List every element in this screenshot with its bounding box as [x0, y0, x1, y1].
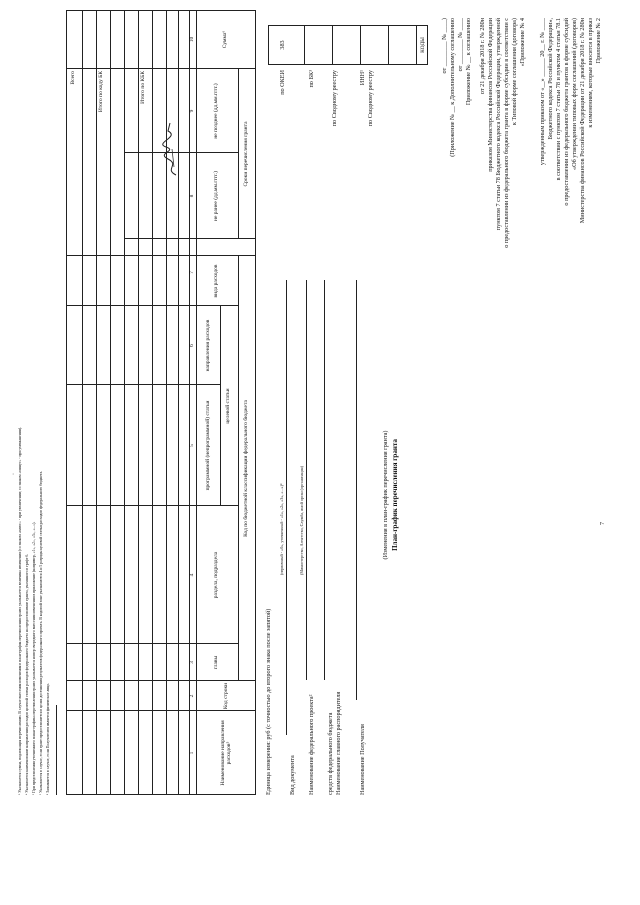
field-unit-okei: по ОКЕИ: [279, 70, 286, 95]
col-row-code: Код строки: [223, 682, 230, 710]
agreement-ref-line-3: (Приложение № __ к Дополнительному соглашению: [449, 18, 456, 157]
appendix4-line-4: пунктом 7 статьи 78 Бюджетного кодекса Российской Федерации, утвержденной: [495, 18, 502, 231]
field-grbs-registry: по Сводному реестру: [331, 70, 338, 127]
total-by-kbk-label: Итого по КБК: [140, 71, 146, 104]
appendix2-line-7: Бюджетного кодекса Российской Федерации»,: [547, 18, 554, 140]
field-unit-label: Единица измерения: руб (с точностью до второго знака после запятой): [265, 608, 272, 795]
footnote-1: ¹ Заполняется в случае, если Получателем является физическое лицо.: [46, 682, 50, 795]
appendix2-line-5: о предоставлении из федерального бюджета грантов в форме субсидий: [563, 18, 570, 206]
col-group-target: целевой статьи: [225, 388, 232, 424]
col-number-9: 9: [189, 109, 196, 113]
appendix2-line-8: утвержденным приказом от «__» ______ 20__ г. № ____: [539, 18, 546, 166]
agreement-ref-line-4: от ________ № ____): [441, 18, 448, 74]
col-glavy: главы: [213, 655, 220, 670]
col-sum: Сумма⁶: [222, 30, 229, 49]
appendix2-line-2: к изменениям, которые вносятся в приказ: [587, 18, 594, 128]
field-federal-project-note: (Министерство, Агентство, Служба, иной орган (организация): [299, 465, 304, 575]
col-number-5: 5: [189, 444, 196, 447]
field-recipient-label: Наименование Получателя: [359, 724, 366, 795]
appendix2-line-6: в соответствии с пунктом 7 статьи 78 и пунктом 4 статьи 78.1: [555, 18, 562, 181]
col-direction: направления расходов: [205, 319, 212, 372]
appendix2-line-1: Приложение № 2: [595, 18, 602, 64]
scan-mark: ·: [10, 472, 17, 475]
col-number-10: 10: [189, 36, 196, 43]
agreement-ref-line-2: от ________ № ____: [457, 18, 464, 72]
col-number-7: 7: [189, 271, 196, 274]
codes-header: КОДЫ: [420, 37, 426, 53]
okei-code: 383: [279, 40, 286, 50]
appendix4-line-3: о предоставлении из федерального бюджета гранта в форме субсидии в соответствии с: [503, 18, 510, 248]
total-by-bk-code-label: Итого по коду БК: [98, 71, 104, 113]
document-title: План-график перечисления гранта: [391, 439, 399, 551]
codes-box: [268, 25, 428, 65]
field-grbs-label-2: средств федерального бюджета: [327, 712, 334, 795]
col-number-8: 8: [189, 194, 196, 198]
field-recipient-registry: по Сводному реестру: [367, 70, 374, 127]
agreement-ref-line-1: Приложение № __ к соглашению: [465, 18, 472, 106]
appendix4-line-2: к Типовой форме соглашения (договора): [511, 18, 518, 126]
col-razdel: раздела, подраздела: [213, 551, 220, 599]
col-number-4: 4: [189, 573, 196, 577]
field-grbs-label: Наименование главного распорядителя: [335, 691, 342, 795]
col-number-1: 1: [189, 751, 196, 755]
appendix4-line-1: «Приложение № 4: [519, 18, 526, 67]
col-number-6: 6: [189, 344, 196, 347]
footnote-2: ² Указывается в случае, если грант предоставляется в целях достижения результатов федерального проекта. В кодовой зоне указываются 4 и 5 разряды целевой статьи расходов федерального бюджета.: [39, 470, 43, 795]
col-not-later: не позднее (дд.мм.гггг.): [213, 83, 220, 139]
col-number-2: 2: [189, 694, 196, 698]
col-direction-name: Наименование направления расходов⁵: [220, 720, 232, 786]
appendix4-line-6: от 21 декабря 2018 г. № 280н: [479, 18, 486, 95]
footnote-4: ⁴ Указывается наименование направления расходов целевой статьи расходов федерального бюджета на предоставление гранта, указанного в графе 6.: [25, 553, 29, 795]
col-program: программной (непрограммной) статьи: [205, 400, 212, 491]
col-number-3: 3: [189, 661, 196, 664]
col-vid: вида расходов: [213, 264, 220, 298]
footnote-5: ⁵ Указывается сумма, подлежащая перечислению. В случае внесения изменения в план-график перечисления гранта указывается величина изменения (со знаком «плюс» - при увеличении; со знаком «минус» - при уменьшении).: [18, 426, 22, 795]
grand-total-label: Всего: [70, 71, 76, 85]
appendix2-line-4: «Об утверждении типовых форм соглашений (договоров): [571, 18, 578, 170]
page-number: 7: [599, 521, 606, 525]
footnote-3: ³ При представлении уточненного плана-графика перечисления гранта указывается номер очередного внесения изменения в приложение (например, «1», «2», «3», «...»).: [32, 521, 36, 795]
document-subtitle: (Изменения в план-график перечисления гранта): [382, 430, 389, 560]
field-recipient-inn: ИНН¹: [359, 70, 366, 86]
appendix2-line-3: Министерства финансов Российской Федерации от 21 декабря 2018 г. № 280н: [579, 18, 586, 224]
field-doc-type-note: (первичный - «0», уточненный - «1», «2», «3», «...»)⁴: [279, 483, 284, 575]
field-federal-project-label: Наименование федерального проекта²: [308, 694, 315, 795]
col-group-bk: Код по бюджетной классификации федерального бюджета: [243, 400, 250, 537]
col-group-terms: Сроки перечисления гранта: [243, 121, 250, 187]
field-doc-type-label: Вид документа: [289, 755, 296, 795]
col-not-earlier: не ранее (дд.мм.гггг.): [213, 171, 220, 221]
appendix4-line-5: приказом Министерства финансов Российской Федерации: [487, 18, 494, 172]
field-federal-project-bk: по БК³: [308, 70, 315, 88]
